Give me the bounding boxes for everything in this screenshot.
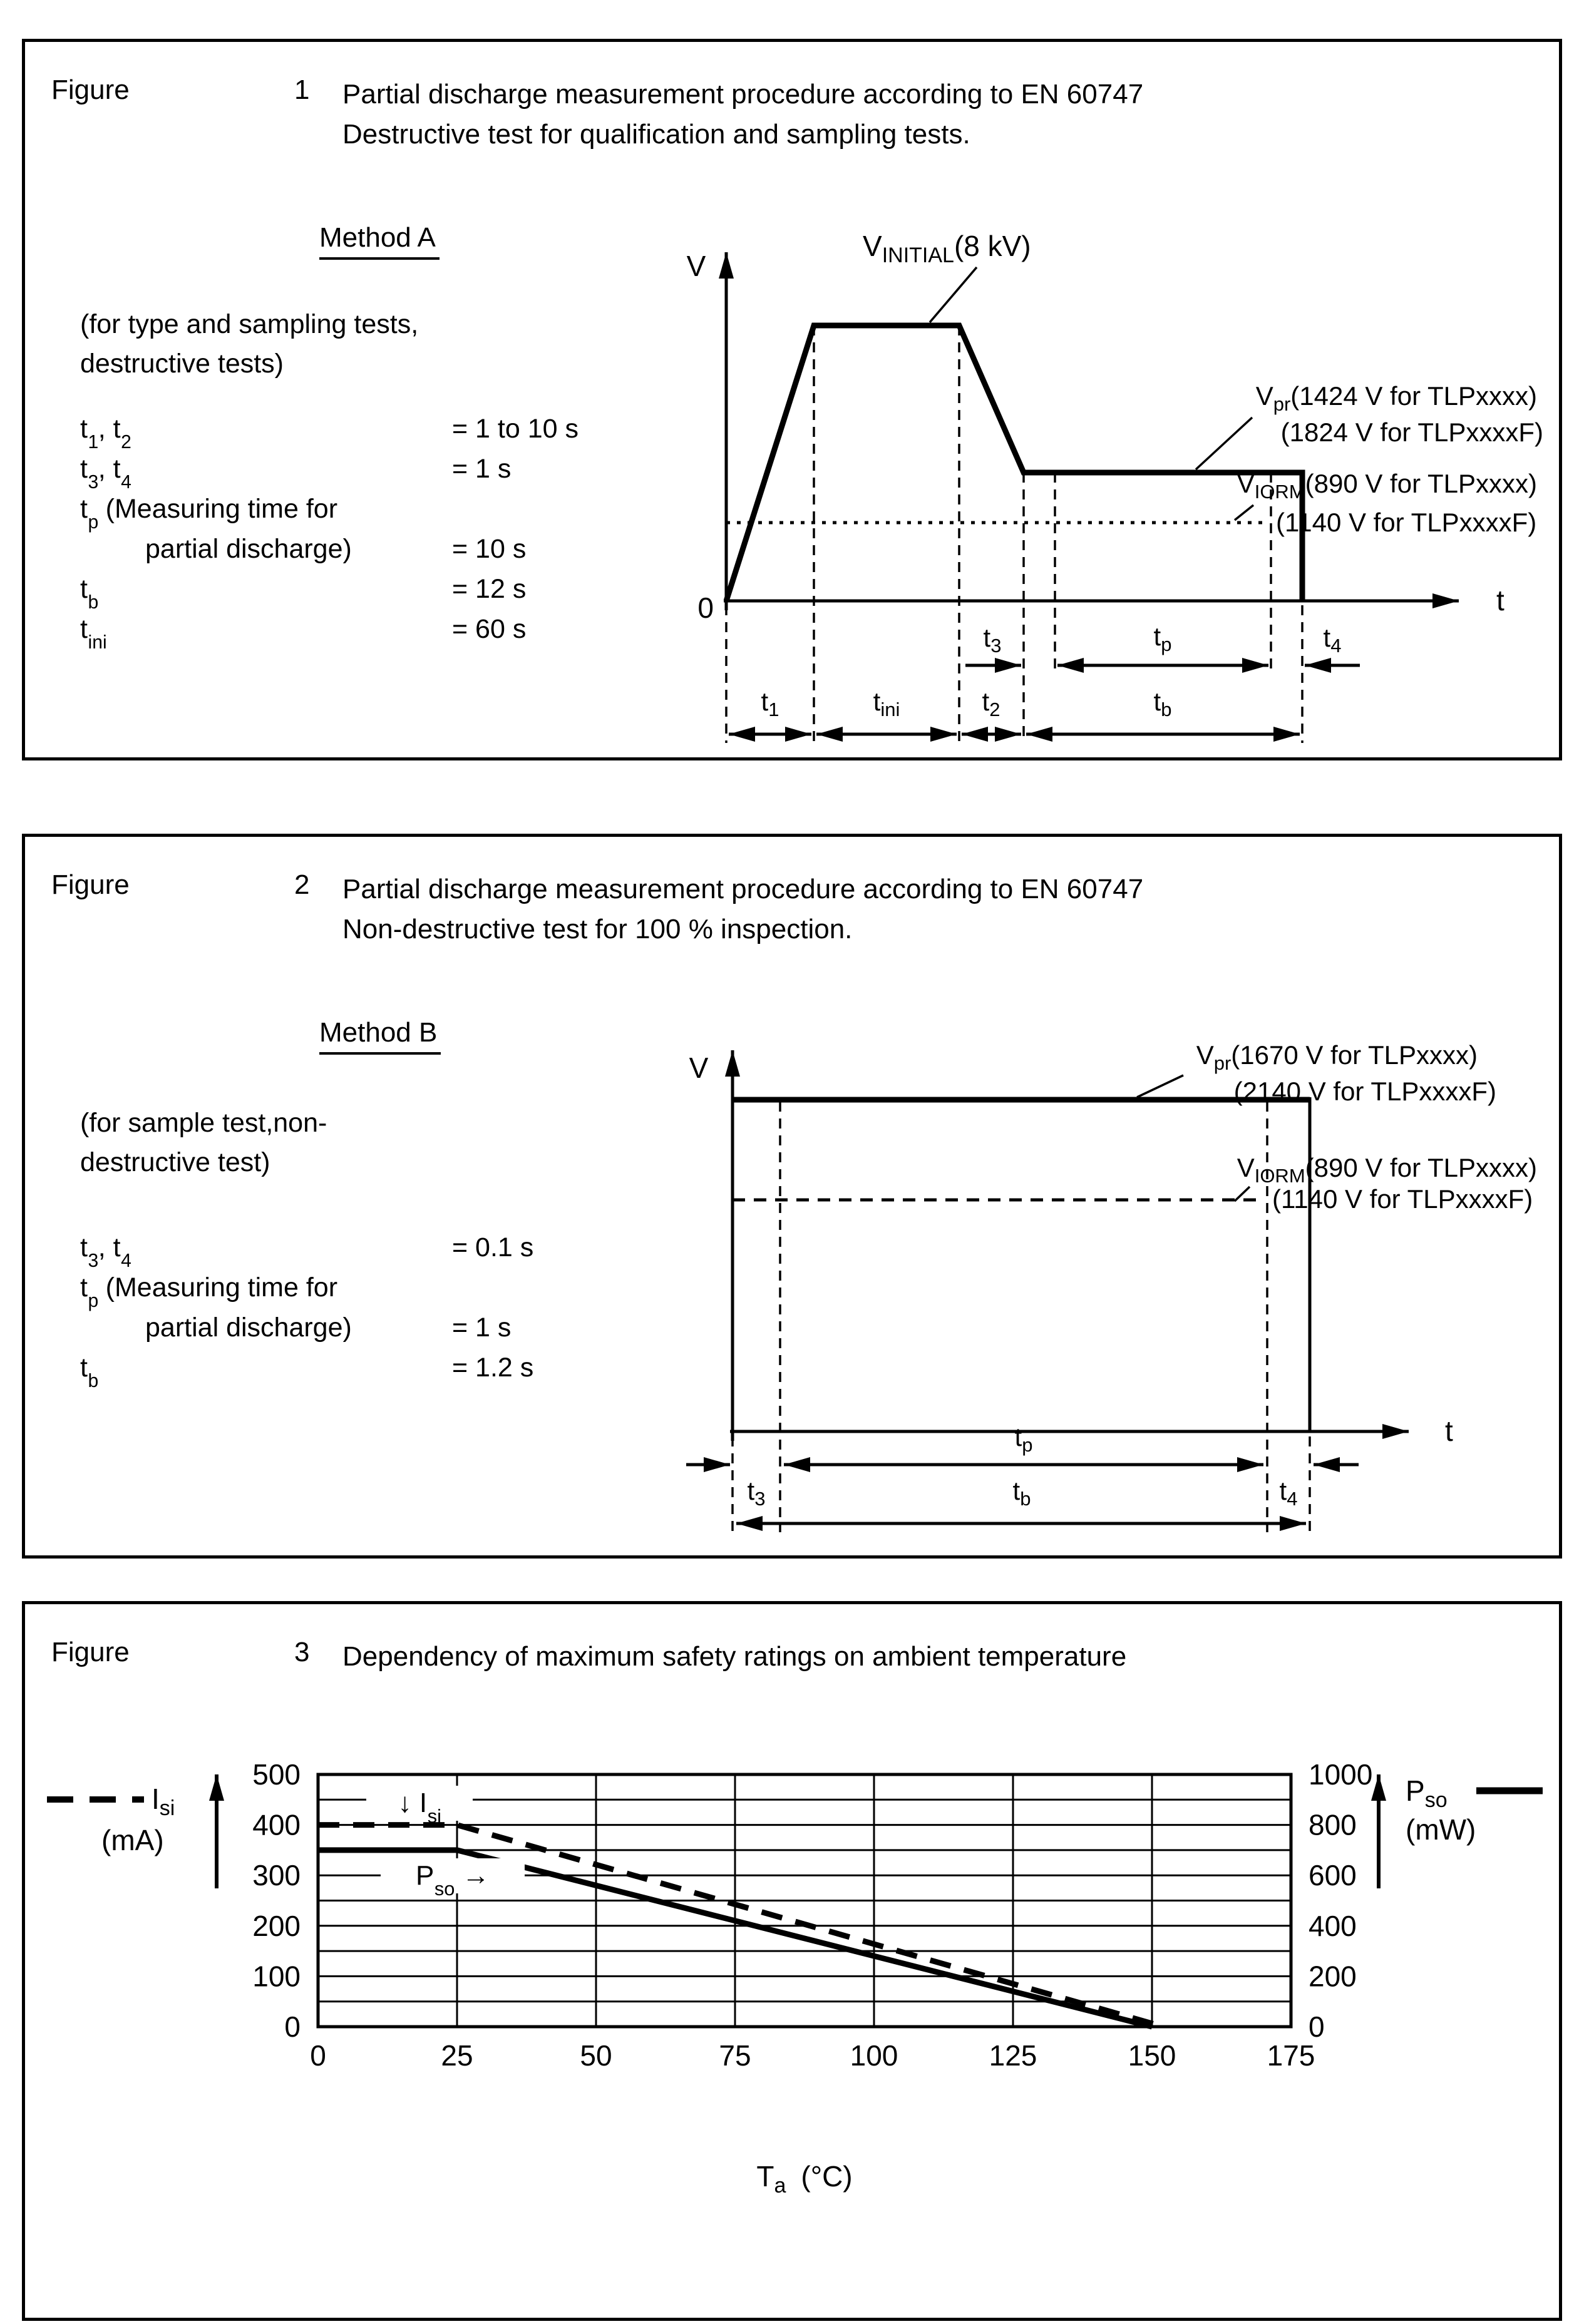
left-axis-tick: 400 <box>252 1808 301 1841</box>
t3-dim-label: $t_3$ <box>983 623 1002 657</box>
x-axis-tick: 25 <box>441 2039 473 2072</box>
param-value: = 60 s <box>452 614 527 644</box>
param-value: = 1.2 s <box>452 1353 534 1383</box>
tb-dim-label: $t_b$ <box>1012 1476 1031 1510</box>
figure2-title <box>342 869 1520 950</box>
right-axis-tick: 400 <box>1309 1909 1357 1942</box>
pso-legend-unit: (mW) <box>1406 1813 1476 1846</box>
param-row: partial discharge) = 10 s <box>80 529 706 569</box>
viorm-label-line2: (1140 V for TLPxxxxF) <box>1276 508 1537 537</box>
figure2-waveform-diagram <box>664 996 1553 1535</box>
right-axis-tick: 200 <box>1309 1960 1357 1993</box>
viorm-label: $V_{IORM}(890$ V for TLPxxxx) <box>1237 1153 1537 1187</box>
figure1-label: Figure <box>51 74 130 105</box>
figure1-number: 1 <box>294 74 310 105</box>
tb-dim-label: $t_b$ <box>1153 687 1172 720</box>
figure2-scope <box>80 1103 327 1182</box>
viorm-label-line2: (1140 V for TLPxxxxF) <box>1272 1184 1533 1214</box>
x-axis-tick: 125 <box>989 2039 1037 2072</box>
param-value: = 12 s <box>452 574 527 604</box>
param-row: $t_1$, $t_2$ = 1 to 10 s <box>80 409 706 449</box>
param-value: = 1 to 10 s <box>452 414 579 444</box>
x-axis-tick: 0 <box>310 2039 326 2072</box>
x-axis-tick: 100 <box>850 2039 898 2072</box>
left-axis-tick: 100 <box>252 1960 301 1993</box>
t-axis-label: t <box>1496 584 1504 617</box>
figure2-method-heading: Method B <box>319 1017 441 1055</box>
figure2-scope-line1: (for sample test,non- <box>80 1108 327 1138</box>
param-value: = 0.1 s <box>452 1232 534 1262</box>
figure3-title-text: Dependency of maximum safety ratings on ambient temperature <box>342 1641 1127 1672</box>
figure3-number: 3 <box>294 1637 310 1667</box>
figure1-scope <box>80 305 418 384</box>
figure1-waveform-diagram <box>664 197 1553 748</box>
param-row: $t_{ini}$ = 60 s <box>80 609 706 649</box>
vinitial-leader <box>930 267 977 322</box>
figure1-title-line2: Destructive test for qualification and sampling tests. <box>342 119 970 150</box>
t4-dim-label: $t_4$ <box>1279 1476 1298 1510</box>
param-row: $t_p$ (Measuring time for <box>80 1272 338 1312</box>
vpr-label-line2: (1824 V for TLPxxxxF) <box>1280 417 1543 447</box>
vpr-label: $V_{pr}(1670$ V for TLPxxxx) <box>1196 1040 1478 1074</box>
param-row: $t_p$ (Measuring time for <box>80 494 338 533</box>
t4-dim-label: $t_4$ <box>1323 623 1342 657</box>
param-row: $t_3$, $t_4$ = 1 s <box>80 449 706 489</box>
figure1-scope-line2: destructive tests) <box>80 349 284 379</box>
vpr-label-line2: (2140 V for TLPxxxxF) <box>1233 1077 1496 1106</box>
left-axis-tick: 500 <box>252 1758 301 1791</box>
left-axis-tick: 200 <box>252 1909 301 1942</box>
figure1-title <box>342 74 1520 155</box>
figure3-box <box>22 1601 1562 2321</box>
param-row: $t_b$ = 12 s <box>80 569 706 609</box>
t1-dim-label: $t_1$ <box>761 687 779 720</box>
x-axis-tick: 50 <box>580 2039 612 2072</box>
figure2-label: Figure <box>51 869 130 900</box>
derating-chart <box>25 1748 1558 2280</box>
figure2-number: 2 <box>294 869 310 900</box>
figure1-box <box>22 39 1562 760</box>
figure1-scope-line1: (for type and sampling tests, <box>80 309 419 339</box>
origin-label: 0 <box>697 591 714 624</box>
t-axis-label: t <box>1445 1415 1453 1447</box>
figure1-parameters <box>80 409 706 653</box>
tp-dim-label: $t_p$ <box>1153 622 1172 655</box>
figure1-method-heading: Method A <box>319 222 440 260</box>
x-axis-tick: 175 <box>1267 2039 1315 2072</box>
isi-legend-unit: (mA) <box>101 1824 164 1856</box>
t2-dim-label: $t_2$ <box>982 687 1000 720</box>
figure3-label: Figure <box>51 1637 130 1667</box>
param-value: = 1 s <box>452 1313 512 1343</box>
t3-dim-label: $t_3$ <box>747 1476 766 1510</box>
viorm-label: $V_{IORM}(890$ V for TLPxxxx) <box>1237 469 1537 503</box>
figure1-title-line1: Partial discharge measurement procedure according to EN 60747 <box>342 79 1144 110</box>
isi-legend-text: $I_{si}$ <box>152 1783 175 1820</box>
x-axis-title: $T_a$ (°C) <box>756 2160 853 2198</box>
left-axis-tick: 0 <box>284 2010 301 2043</box>
pso-curve-annotation: $P_{so}$ → <box>381 1858 525 1893</box>
x-axis-tick: 150 <box>1128 2039 1176 2072</box>
right-axis-tick: 600 <box>1309 1859 1357 1892</box>
param-row: partial discharge) = 1 s <box>80 1308 706 1348</box>
param-value: = 1 s <box>452 454 512 484</box>
figure2-title-line1: Partial discharge measurement procedure according to EN 60747 <box>342 874 1144 904</box>
voltage-waveform <box>726 325 1302 601</box>
vpr-leader <box>1196 417 1252 469</box>
figure3-title <box>342 1637 1520 1677</box>
right-axis-tick: 800 <box>1309 1808 1357 1841</box>
figure2-box <box>22 834 1562 1559</box>
viorm-leader <box>1235 505 1253 520</box>
vinitial-label: $V_{INITIAL}(8$ kV) <box>863 230 1031 267</box>
vpr-label: $V_{pr}(1424$ V for TLPxxxx) <box>1255 381 1537 415</box>
param-value: = 10 s <box>452 534 527 564</box>
tp-dim-label: $t_p$ <box>1014 1422 1033 1456</box>
v-axis-label: V <box>686 250 706 282</box>
isi-curve-annotation: ↓ $I_{si}$ <box>366 1786 473 1821</box>
right-axis-tick: 1000 <box>1309 1758 1373 1791</box>
param-row: $t_b$ = 1.2 s <box>80 1348 706 1388</box>
left-axis-tick: 300 <box>252 1859 301 1892</box>
figure2-parameters <box>80 1227 706 1392</box>
x-axis-tick: 75 <box>719 2039 751 2072</box>
right-axis-tick: 0 <box>1309 2010 1325 2043</box>
figure2-scope-line2: destructive test) <box>80 1147 270 1177</box>
pso-legend-text: $P_{so}$ <box>1406 1774 1448 1812</box>
figure2-title-line2: Non-destructive test for 100 % inspection. <box>342 914 853 944</box>
v-axis-label: V <box>689 1052 709 1084</box>
param-row: $t_3$, $t_4$ = 0.1 s <box>80 1227 706 1267</box>
vpr-leader <box>1137 1075 1183 1097</box>
tini-dim-label: $t_{ini}$ <box>873 687 900 720</box>
